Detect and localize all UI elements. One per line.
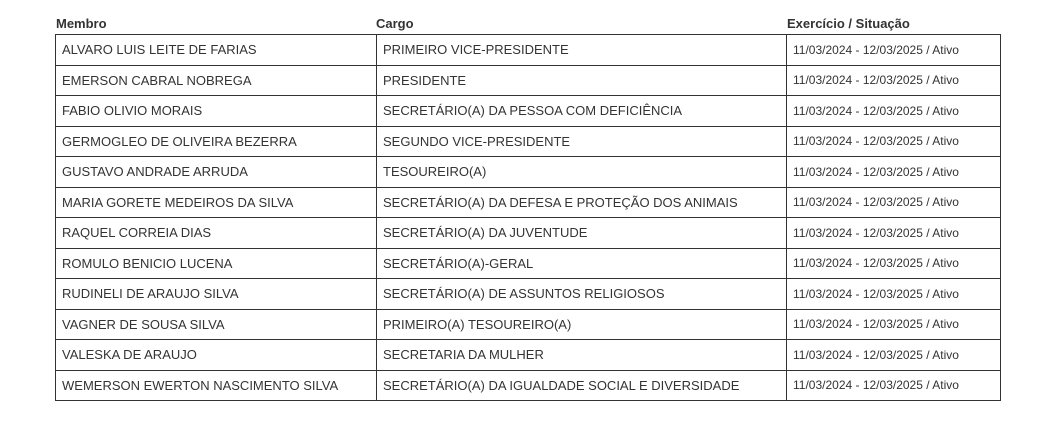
column-header-membro: Membro [56, 16, 107, 31]
members-table-body [56, 35, 1001, 401]
table-row [56, 35, 1001, 66]
members-table [55, 34, 1001, 401]
cell-cargo: SECRETÁRIO(A) DA PESSOA COM DEFICIÊNCIA [377, 96, 787, 127]
table-row [56, 157, 1001, 188]
cell-cargo: SEGUNDO VICE-PRESIDENTE [377, 126, 787, 157]
table-row [56, 370, 1001, 401]
cell-membro: ALVARO LUIS LEITE DE FARIAS [56, 35, 377, 66]
cell-membro: GUSTAVO ANDRADE ARRUDA [56, 157, 377, 188]
cell-exercicio-situacao: 11/03/2024 - 12/03/2025 / Ativo [787, 96, 1001, 127]
cell-exercicio-situacao: 11/03/2024 - 12/03/2025 / Ativo [787, 218, 1001, 249]
column-header-exercicio-situacao: Exercício / Situação [787, 16, 910, 31]
cell-membro: RAQUEL CORREIA DIAS [56, 218, 377, 249]
table-row [56, 248, 1001, 279]
cell-exercicio-situacao: 11/03/2024 - 12/03/2025 / Ativo [787, 35, 1001, 66]
cell-membro: WEMERSON EWERTON NASCIMENTO SILVA [56, 370, 377, 401]
table-header [56, 16, 1000, 32]
table-row [56, 65, 1001, 96]
cell-membro: GERMOGLEO DE OLIVEIRA BEZERRA [56, 126, 377, 157]
cell-exercicio-situacao: 11/03/2024 - 12/03/2025 / Ativo [787, 65, 1001, 96]
cell-exercicio-situacao: 11/03/2024 - 12/03/2025 / Ativo [787, 157, 1001, 188]
cell-cargo: SECRETÁRIO(A) DA JUVENTUDE [377, 218, 787, 249]
cell-exercicio-situacao: 11/03/2024 - 12/03/2025 / Ativo [787, 248, 1001, 279]
cell-cargo: PRESIDENTE [377, 65, 787, 96]
cell-cargo: PRIMEIRO VICE-PRESIDENTE [377, 35, 787, 66]
table-row [56, 187, 1001, 218]
cell-exercicio-situacao: 11/03/2024 - 12/03/2025 / Ativo [787, 340, 1001, 371]
cell-cargo: TESOUREIRO(A) [377, 157, 787, 188]
cell-membro: VAGNER DE SOUSA SILVA [56, 309, 377, 340]
cell-exercicio-situacao: 11/03/2024 - 12/03/2025 / Ativo [787, 370, 1001, 401]
table-row [56, 279, 1001, 310]
cell-exercicio-situacao: 11/03/2024 - 12/03/2025 / Ativo [787, 309, 1001, 340]
table-row [56, 96, 1001, 127]
cell-membro: MARIA GORETE MEDEIROS DA SILVA [56, 187, 377, 218]
cell-exercicio-situacao: 11/03/2024 - 12/03/2025 / Ativo [787, 279, 1001, 310]
cell-membro: RUDINELI DE ARAUJO SILVA [56, 279, 377, 310]
cell-cargo: SECRETÁRIO(A) DE ASSUNTOS RELIGIOSOS [377, 279, 787, 310]
column-header-cargo: Cargo [376, 16, 414, 31]
cell-cargo: SECRETARIA DA MULHER [377, 340, 787, 371]
cell-cargo: SECRETÁRIO(A) DA IGUALDADE SOCIAL E DIVERSIDADE [377, 370, 787, 401]
cell-exercicio-situacao: 11/03/2024 - 12/03/2025 / Ativo [787, 126, 1001, 157]
cell-exercicio-situacao: 11/03/2024 - 12/03/2025 / Ativo [787, 187, 1001, 218]
cell-membro: VALESKA DE ARAUJO [56, 340, 377, 371]
cell-membro: FABIO OLIVIO MORAIS [56, 96, 377, 127]
table-row [56, 126, 1001, 157]
table-row [56, 309, 1001, 340]
table-row [56, 340, 1001, 371]
cell-cargo: PRIMEIRO(A) TESOUREIRO(A) [377, 309, 787, 340]
cell-cargo: SECRETÁRIO(A)-GERAL [377, 248, 787, 279]
cell-membro: EMERSON CABRAL NOBREGA [56, 65, 377, 96]
cell-cargo: SECRETÁRIO(A) DA DEFESA E PROTEÇÃO DOS ANIMAIS [377, 187, 787, 218]
cell-membro: ROMULO BENICIO LUCENA [56, 248, 377, 279]
table-row [56, 218, 1001, 249]
